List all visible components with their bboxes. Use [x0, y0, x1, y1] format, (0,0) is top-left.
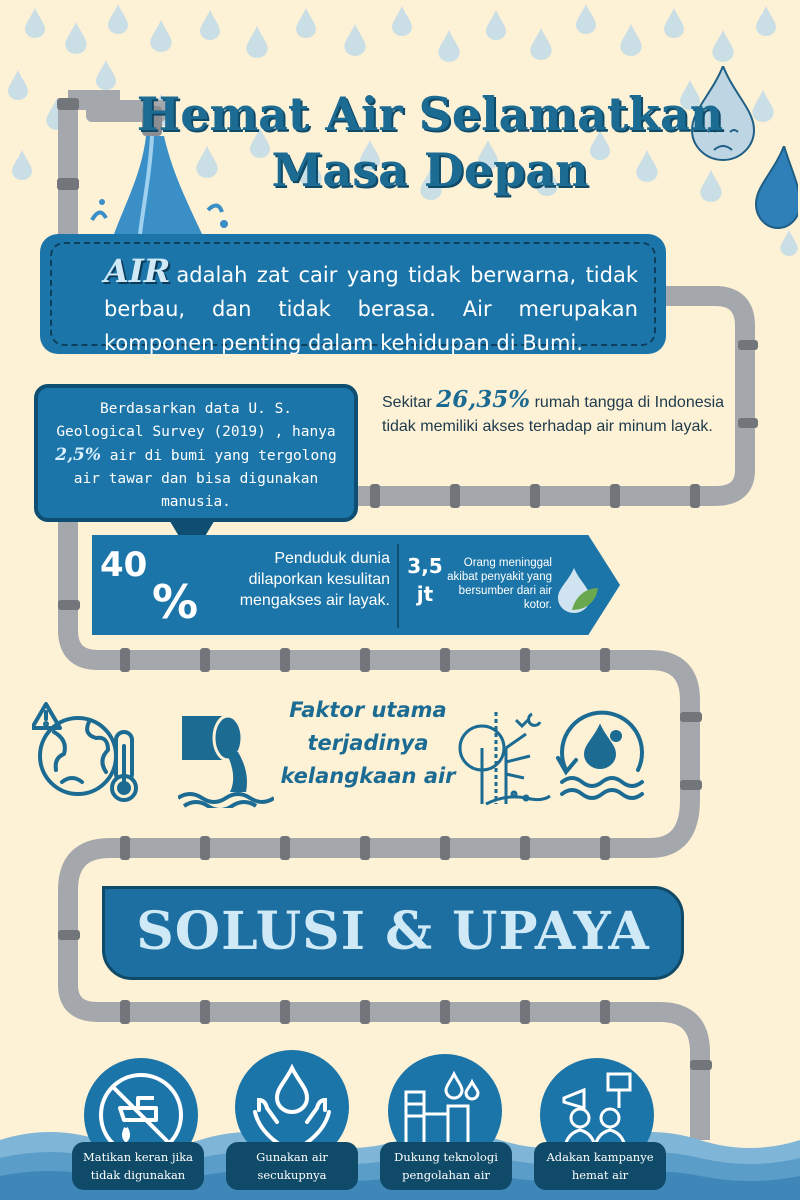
deforestation-icon [456, 708, 552, 808]
survey-text-a: Berdasarkan data U. S. Geological Survey (2019) , hanya [56, 401, 336, 440]
household-percent: 26,35% [436, 386, 531, 413]
drop-leaf-icon [556, 566, 600, 614]
divider [397, 544, 399, 628]
solution-label-technology: Dukung teknologi pengolahan air [380, 1142, 512, 1190]
factor-title: Faktor utama terjadinya kelangkaan air [280, 698, 456, 788]
intro-text: adalah zat cair yang tidak berwarna, tidak berbau, dan tidak berasa. Air merupakan komponen penting dalam kehidupan di Bumi. [104, 263, 638, 355]
water-cycle-icon [552, 708, 652, 804]
intro-box [40, 234, 666, 354]
intro-keyword: AIR [104, 252, 171, 290]
world-stat-unit: % [152, 575, 199, 629]
deaths-stat-unit: jt [416, 582, 434, 606]
page-title [90, 86, 770, 198]
climate-change-icon [32, 702, 146, 802]
hands-water-drop-icon [245, 1060, 339, 1154]
deaths-stat-text: Orang meninggal akibat penyakit yang bersumber dari air kotor. [447, 557, 552, 611]
household-text: rumah tangga di Indonesia tidak memiliki akses terhadap air minum layak. [382, 394, 725, 435]
household-stat [382, 388, 732, 439]
survey-text-b: air di bumi yang tergolong air tawar dan bisa digunakan manusia. [73, 448, 337, 510]
survey-callout [34, 384, 358, 522]
title-line-1: Hemat Air Selamatkan [136, 87, 724, 141]
title-line-2: Masa Depan [271, 143, 589, 197]
world-stat-text: Penduduk dunia dilaporkan kesulitan mengakses air layak. [239, 550, 390, 609]
polluted-pipe-icon [178, 708, 274, 808]
solution-label-tap: Matikan keran jika tidak digunakan [72, 1142, 204, 1190]
survey-highlight: 2,5% [55, 445, 101, 465]
solution-label-water: Gunakan air secukupnya [226, 1142, 358, 1190]
deaths-stat-number: 3,5 [407, 554, 443, 578]
deaths-stat [402, 552, 448, 608]
solution-label-campaign: Adakan kampanye hemat air [534, 1142, 666, 1190]
solution-heading: SOLUSI & UPAYA [136, 901, 650, 962]
household-prefix: Sekitar [382, 394, 432, 411]
world-stat-number: 40 [100, 545, 148, 585]
